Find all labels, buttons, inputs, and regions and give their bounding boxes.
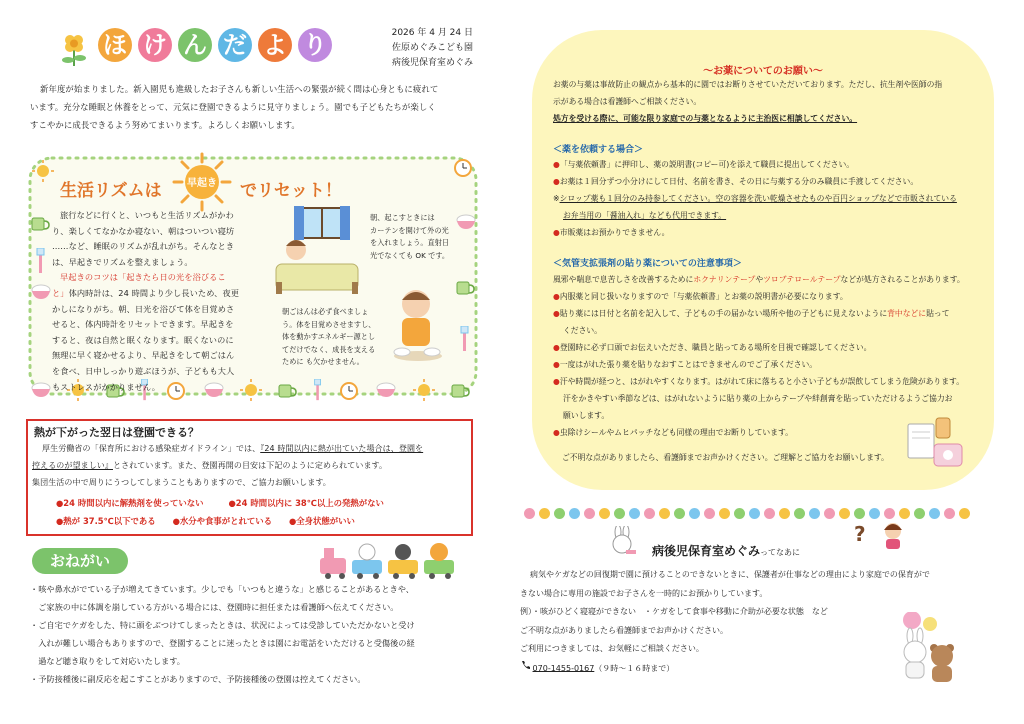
toothbrush-icon	[36, 248, 46, 278]
sun-small-icon	[32, 160, 54, 186]
room-title-row	[652, 540, 800, 559]
flower-dot	[899, 508, 910, 519]
fever-line	[32, 440, 468, 457]
medicine-intro-line: 示がある場合は看護師へご相談ください。	[553, 97, 702, 106]
phone-icon	[520, 659, 530, 678]
fever-condition: ●水分や食事がとれている	[172, 516, 273, 526]
patch-location: 背中などに	[887, 309, 927, 318]
flower-dot	[674, 508, 685, 519]
fever-cond-row	[56, 494, 466, 512]
fever-quote: 控えるのが望ましい』	[32, 461, 113, 470]
flower-dot	[854, 508, 865, 519]
bullet: ※	[553, 194, 560, 203]
patch-item: ●虫除けシールやムヒパッチなども同様の理由でお断りしています。	[553, 428, 793, 437]
room-line: ご不明な点がありましたら看護師までお声かけください。	[520, 625, 728, 635]
room-title-suffix: ってなあに	[760, 548, 801, 557]
org-name: 佐原めぐみこども園	[391, 43, 473, 53]
breakfast-note-line: てだけでなく、成長を支える	[282, 344, 376, 354]
requests-title: おねがい	[49, 552, 110, 570]
patch-text: や	[755, 275, 764, 284]
title-char: り	[298, 28, 332, 62]
intro-paragraph	[30, 80, 480, 134]
room-line: きない場合に専用の施設でお子さんを一時的にお預かりしています。	[520, 588, 768, 598]
patch-item	[553, 322, 983, 339]
patch-text: 貼り薬には日付と名前を記入して、子どもの手の届かない場所や他の子どもに見えないように	[559, 309, 888, 318]
request-line: ご家族の中に体調を崩している方がいる場合には、登園時に担任または看護師へ伝えてください。	[30, 602, 399, 612]
bullet: ●	[553, 160, 560, 169]
room-title: 病後児保育室めぐみ	[652, 544, 761, 558]
cup-icon	[30, 214, 50, 236]
flower-dot	[584, 508, 595, 519]
flower-dot	[704, 508, 715, 519]
rhythm-line: 旅行などに行くと、いつもと生活リズムがかわ	[60, 210, 234, 220]
request-item	[553, 190, 983, 207]
wake-note	[370, 212, 470, 262]
patch-text: 汗や時間が経つと、はがれやすくなります。はがれて床に落ちると小さい子どもが誤飲してしまう危険があります。	[559, 377, 964, 386]
cup-icon	[450, 381, 470, 399]
flower-dot	[884, 508, 895, 519]
flower-dot	[599, 508, 610, 519]
patch-section-title: ＜気管支拡張剤の貼り薬についての注意事項＞	[553, 259, 742, 269]
rhythm-line: すると、夜は自然と眠くなります。眠くないのに	[52, 334, 234, 345]
rhythm-tip-line	[52, 286, 274, 302]
request-line: ・咳や鼻水がでている子が増えてきています。少しでも「いつもと違うな」と感じることがあるときや、	[30, 584, 414, 594]
rhythm-line: 無理に早く寝かせるより、早起きをして朝ごはん	[52, 350, 235, 361]
breakfast-note	[282, 306, 390, 369]
rhythm-line: かしになりがち。朝、日光を浴びて体を目覚めさ	[52, 303, 235, 314]
fever-condition: ●全身状態がいい	[288, 516, 355, 526]
flower-dot	[824, 508, 835, 519]
patch-item: ●一度はがれた張り薬を貼りなおすことはできませんのでご了承ください。	[553, 360, 818, 369]
issue-date: 2026 年 4 月 24 日	[391, 28, 473, 38]
request-line: 過など聴き取りをして対応いたします。	[30, 656, 185, 666]
medicine-title: ～お薬についてのお願い～	[703, 66, 823, 77]
patch-item: ●貼り薬には日付と名前を記入して、子どもの手の届かない場所や他の子どもに見えないように背中などに貼って	[553, 309, 950, 318]
room-line: ご利用につきましては、お気軽にご相談ください。	[520, 644, 704, 653]
flower-dot	[554, 508, 565, 519]
patch-drug-name: ホクナリンテープ	[693, 275, 756, 284]
requests-title-badge	[32, 548, 128, 574]
nurse-rabbit-illustration	[608, 526, 638, 560]
request-line: 入れが難しい場合もありますので、登園することに迷ったときは園にお電話をいただけると受傷後の経	[30, 638, 415, 648]
rice-bowl-icon	[30, 284, 52, 304]
flower-dot	[569, 508, 580, 519]
flower-dot	[689, 508, 700, 519]
request-item	[553, 173, 983, 190]
breakfast-note-line: 朝ごはんは必ず食べましょ	[282, 307, 369, 316]
title-char: け	[138, 28, 172, 62]
fever-text: 厚生労働省の「保育所における感染症ガイドライン」では、	[42, 444, 261, 453]
patch-text: 願いします。	[563, 411, 610, 420]
patch-text: 汗をかきやすい季節などは、はがれないように貼り薬の上からテープや絆創膏を貼っていただけるようご協力お	[563, 394, 953, 403]
rhythm-body	[52, 208, 274, 395]
cup-icon	[455, 278, 475, 300]
bullet: ●	[553, 228, 560, 237]
rhythm-tip-line	[52, 270, 274, 286]
patch-text: 内服薬と同じ扱いなりますので「与薬依頼書」とお薬の説明書が必要になります。	[559, 292, 848, 301]
flower-dot	[839, 508, 850, 519]
flower-dot	[809, 508, 820, 519]
toothbrush-icon	[313, 379, 323, 401]
patch-item	[553, 390, 983, 407]
rhythm-line: もストレスがかかりません。	[52, 381, 160, 392]
toothbrush-icon	[460, 326, 470, 356]
request-item	[553, 207, 983, 224]
flower-dot	[629, 508, 640, 519]
breakfast-note-line: う。体を目覚めさせますし、	[282, 319, 376, 329]
flower-dot	[734, 508, 745, 519]
newsletter-title	[58, 26, 328, 70]
medicine-intro-line: お薬の与薬は事故防止の観点から基本的に園ではお断りさせていただいております。ただし、抗生剤や医師の指	[553, 80, 943, 89]
breakfast-note-line: 体を動かすエネルギー源とし	[282, 332, 376, 341]
request-text: 市販薬はお預かりできません。	[559, 228, 670, 237]
question-mark: ?	[854, 522, 866, 546]
patch-text: などが処方されることがあります。	[840, 275, 965, 284]
sun-small-icon	[413, 379, 435, 401]
child-eating-illustration	[388, 282, 448, 372]
intro-line: います。充分な睡眠と休養をとって、元気に登園できるように見守りましょう。園でも子どもたちが楽しく	[30, 102, 436, 112]
request-item	[553, 156, 983, 173]
medicine-intro-emphasis	[553, 110, 983, 127]
flower-dot	[764, 508, 775, 519]
wake-note-line: を入れましょう。直射日	[370, 238, 450, 247]
rice-bowl-icon	[30, 382, 52, 398]
fever-condition: ●24 時間以内に解熱剤を使っていない	[56, 498, 204, 508]
request-item	[553, 224, 983, 241]
medicine-illustration	[906, 414, 966, 470]
patch-text: ください。	[563, 326, 602, 335]
fever-line	[32, 457, 468, 474]
wake-note-line: カーテンを開けて外の光	[370, 225, 449, 235]
room-line: 病気やケガなどの回復期で園に預けることのできないときに、保護者が仕事などの理由により家庭での保育がで	[530, 570, 930, 579]
fever-condition: ●24 時間以内に 38℃以上の発熱がない	[228, 498, 384, 508]
phone-number[interactable]: 070-1455-0167	[532, 663, 595, 673]
flower-dot	[524, 508, 535, 519]
flower-dot	[929, 508, 940, 519]
medicine-intro	[553, 76, 983, 127]
patch-item: ●登園時に必ず口頭でお伝えいただき、職員と貼ってある場所を目視で確認してください。	[553, 343, 872, 352]
sun-badge-label: 早起き	[187, 178, 217, 189]
flower-dot	[779, 508, 790, 519]
breakfast-note-line: ために も欠かせません。	[282, 357, 364, 366]
rhythm-line: ……など、睡眠のリズムが乱れがち。そんなとき	[52, 241, 235, 252]
phone-hours: （９時～１６時まで）	[594, 663, 675, 673]
fever-cond-row	[56, 512, 466, 530]
patch-text: 風邪や喘息で息苦しさを改善するために	[553, 275, 694, 284]
patch-text: 一度はがれた張り薬を貼りなおすことはできませんのでご了承ください。	[559, 360, 818, 369]
request-text: お弁当用の「醤油入れ」なども代用できます。	[563, 211, 727, 220]
request-line: ・予防接種後に副反応を起こすことがありますので、予防接種後の登園は控えてください。	[30, 674, 366, 684]
fever-body	[32, 440, 468, 491]
medicine-intro-bold: 処方を受ける際に、可能な限り家庭での与薬となるように主治医に相談してください。	[553, 114, 858, 123]
rabbit-bear-illustration	[896, 612, 960, 684]
intro-line: 新年度が始まりました。新入園児も進級したお子さんも新しい生活への緊張が続く間は心身ともに疲れて	[40, 84, 439, 94]
rhythm-title: 生活リズムは	[60, 181, 162, 201]
flower-dot	[614, 508, 625, 519]
fever-quote: 『24 時間以内に熱が出ていた場合は、登園を	[260, 444, 424, 453]
rhythm-title-suffix: でリセット！	[240, 181, 342, 201]
request-line: ・ご自宅でケガをした、特に頭をぶつけてしまったときは、状況によっては受診していただかないと受け	[30, 620, 415, 630]
alarm-clock-icon	[338, 379, 360, 401]
flower-dot	[719, 508, 730, 519]
sun-badge	[172, 152, 232, 212]
flower-dot	[539, 508, 550, 519]
title-char: ん	[178, 28, 212, 62]
request-text: シロップ薬も１回分のみ持参してください。空の容器を洗い乾燥させたものや百円ショップなどで市販されている	[559, 194, 957, 203]
rice-bowl-icon	[375, 382, 397, 398]
fever-text: とされています。また、登園再開の目安は下記のように定められています。	[113, 461, 388, 470]
child-waking-illustration	[272, 206, 362, 294]
request-text: お薬は１回分ずつ小分けにして日付、名前を書き、その日に与薬する分のみ職員に手渡してください。	[559, 177, 919, 186]
flower-dot	[914, 508, 925, 519]
flower-dot	[749, 508, 760, 519]
rhythm-tip: と」	[52, 287, 69, 298]
header-info	[368, 26, 473, 71]
title-char: よ	[258, 28, 292, 62]
room-line: 例）・咳がひどく寝寝ができない ・ケガをして食事や移動に介助が必要な状態 など	[520, 607, 828, 616]
rhythm-line: り、楽しくてなかなか寝ない、朝はついつい寝坊	[52, 225, 235, 236]
rhythm-line: は、早起きでリズムを整えましょう。	[52, 256, 193, 267]
animal-train-illustration	[316, 540, 476, 580]
flower-dot	[794, 508, 805, 519]
flower-divider	[524, 508, 1004, 519]
patch-text: 登園時に必ず口頭でお伝えいただき、職員と貼ってある場所を目視で確認してください。	[559, 343, 872, 352]
bullet: ●	[553, 177, 560, 186]
girl-illustration	[880, 520, 906, 550]
title-char: だ	[218, 28, 252, 62]
patch-item: ●汗や時間が経つと、はがれやすくなります。はがれて床に落ちると小さい子どもが誤飲してしまう危険があります。	[553, 377, 964, 386]
request-section-list	[553, 156, 983, 241]
flower-dot	[959, 508, 970, 519]
flower-dot	[644, 508, 655, 519]
patch-text: 虫除けシールやムヒパッチなども同様の理由でお断りしています。	[559, 428, 793, 437]
rhythm-tip: 早起きのコツは「起きたら日の光を浴びるこ	[60, 272, 226, 283]
rhythm-line: せると、体内時計をリセットできます。早起きを	[52, 319, 234, 330]
alarm-clock-icon	[452, 156, 474, 182]
medicine-closing: ご不明な点がありましたら、看護師までお声かけください。ご理解とご協力をお願いします。	[562, 453, 889, 462]
flower-dot	[659, 508, 670, 519]
intro-line: すこやかに成長できるよう努めてまいります。よろしくお願いします。	[30, 120, 300, 130]
cup-icon	[277, 381, 297, 399]
fever-line: 集団生活の中で周りにうつしてしまうこともありますので、ご協力お願いします。	[32, 478, 331, 487]
title-char: ほ	[98, 28, 132, 62]
flower-dot	[944, 508, 955, 519]
request-text: 「与薬依頼書」に押印し、薬の説明書(コピー可)を添えて職員に提出してください。	[559, 160, 855, 169]
patch-drug-name: ツロブテロールテープ	[763, 275, 841, 284]
wake-note-line: 朝、起こすときには	[370, 213, 435, 222]
request-section-title: ＜薬を依頼する場合＞	[553, 145, 644, 155]
fever-title: 熱が下がった翌日は登園できる？	[34, 426, 199, 439]
patch-text: 貼って	[926, 309, 950, 318]
dept-name: 病後児保育室めぐみ	[391, 58, 473, 68]
fever-conditions	[56, 494, 466, 530]
flower-dot	[869, 508, 880, 519]
rhythm-line: を食べ、日中しっかり遊ぶほうが、子どもも大人	[52, 365, 235, 376]
fever-condition: ●熱が 37.5℃以下である	[56, 516, 156, 526]
wake-note-line: 光でなくても OK です。	[370, 250, 450, 260]
rhythm-line: 体内時計は、24 時間より少し長いため、夜更	[68, 287, 240, 298]
patch-item: ●内服薬と同じ扱いなりますので「与薬依頼書」とお薬の説明書が必要になります。	[553, 292, 848, 301]
patch-intro	[553, 271, 983, 288]
requests-list	[30, 580, 480, 688]
